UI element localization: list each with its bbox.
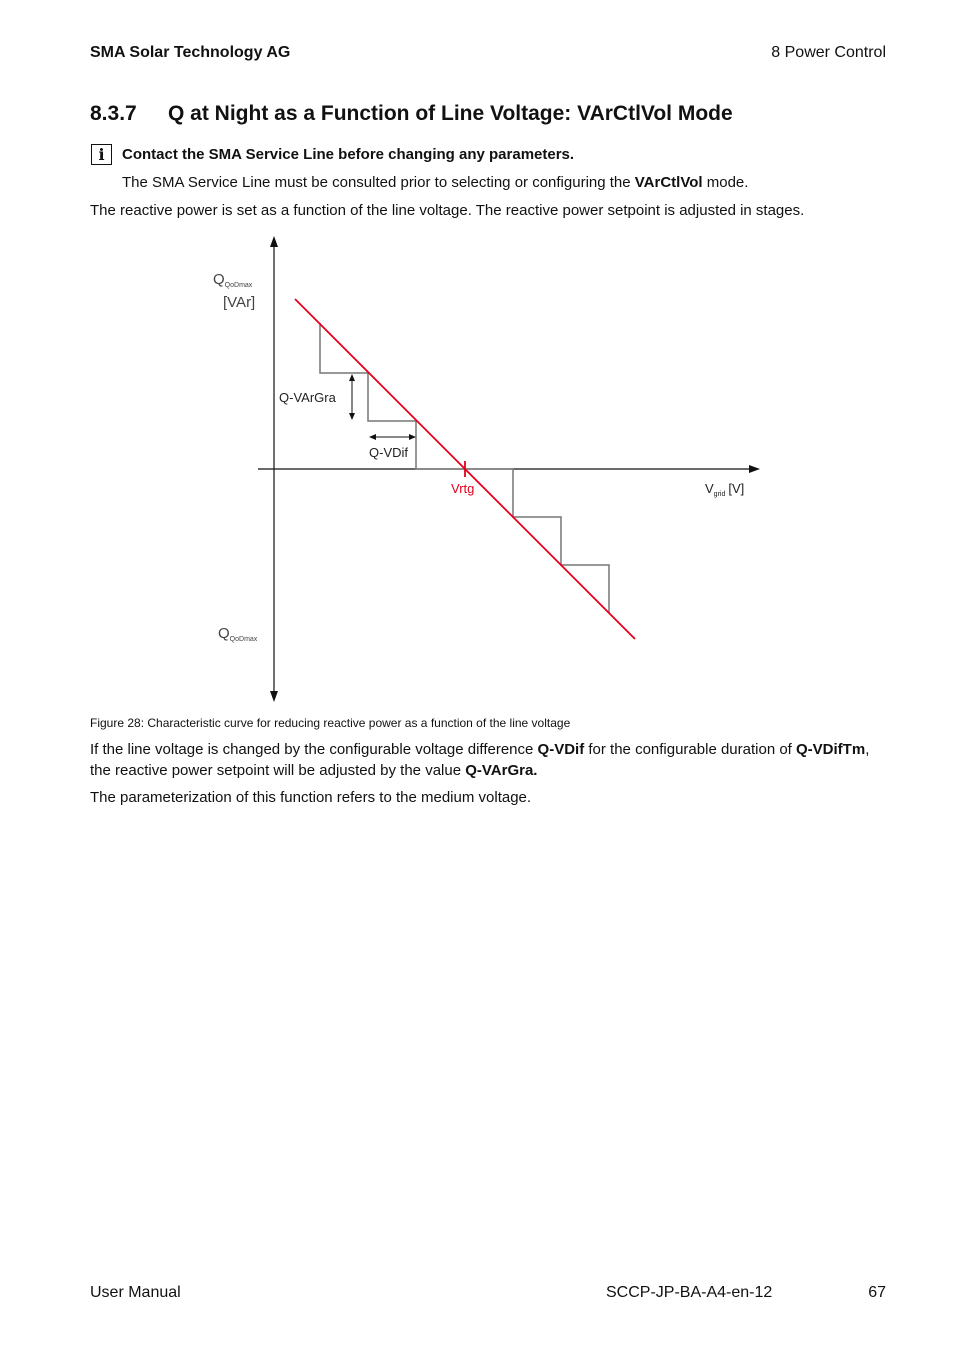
- footer-page-number: 67: [868, 1284, 886, 1301]
- footer-left: User Manual: [90, 1284, 181, 1301]
- qvargra-arrow-up: [349, 374, 355, 381]
- qvdif-arrow-left: [369, 434, 376, 440]
- footer-document-id: SCCP-JP-BA-A4-en-12: [606, 1284, 773, 1301]
- vrtg-label: Vrtg: [451, 481, 475, 496]
- y-label-top: $Q_{QoDmax}$: [213, 271, 253, 289]
- note-body-mode: VArCtlVol: [634, 174, 703, 191]
- qvdif-arrow-right: [409, 434, 416, 440]
- body-paragraph-1-line-1: [90, 741, 869, 758]
- y-axis-arrow-top: [270, 236, 278, 247]
- note-body-text: The SMA Service Line must be consulted prior to selecting or configuring the: [122, 174, 635, 191]
- info-icon: i: [91, 144, 112, 165]
- x-label: $V_{grid}$ [V]: [705, 481, 745, 498]
- qvdif-label: Q-VDif: [369, 445, 408, 460]
- note-title: Contact the SMA Service Line before changing any parameters.: [122, 146, 575, 163]
- body-paragraph-1-line-2: [90, 762, 537, 779]
- p1-text-c: for the configurable duration of: [584, 741, 797, 758]
- p1-comma: ,: [865, 741, 870, 758]
- p1-text-f: the reactive power setpoint will be adjusted by the value: [90, 762, 466, 779]
- p1-text-a: If the line voltage is changed by the configurable voltage difference: [90, 741, 538, 758]
- x-axis-arrow: [749, 465, 760, 473]
- qvargra-label: Q-VArGra: [279, 390, 336, 405]
- p1-param-qvargra: Q-VArGra.: [465, 762, 538, 779]
- header-company: SMA Solar Technology AG: [90, 44, 291, 61]
- section-number: 8.3.7: [90, 102, 137, 125]
- qvargra-arrow-down: [349, 413, 355, 420]
- y-label-unit: [VAr]: [223, 294, 256, 311]
- header-chapter: 8 Power Control: [771, 44, 886, 61]
- intro-paragraph: The reactive power is set as a function of the line voltage. The reactive power setpoint is adjusted in stages.: [90, 202, 805, 219]
- y-label-bottom: $Q_{QoDmax}$: [218, 625, 258, 643]
- p1-param-qvdif: Q-VDif: [537, 741, 585, 758]
- figure-caption: Figure 28: Characteristic curve for reducing reactive power as a function of the line voltage: [90, 716, 571, 730]
- body-paragraph-2: The parameterization of this function refers to the medium voltage.: [90, 789, 532, 806]
- p1-param-qvdiftm: Q-VDifTm: [796, 741, 866, 758]
- note-body-end: mode.: [702, 174, 749, 191]
- section-title-text: Q at Night as a Function of Line Voltage: VArCtlVol Mode: [168, 102, 733, 125]
- y-axis-arrow-bottom: [270, 691, 278, 702]
